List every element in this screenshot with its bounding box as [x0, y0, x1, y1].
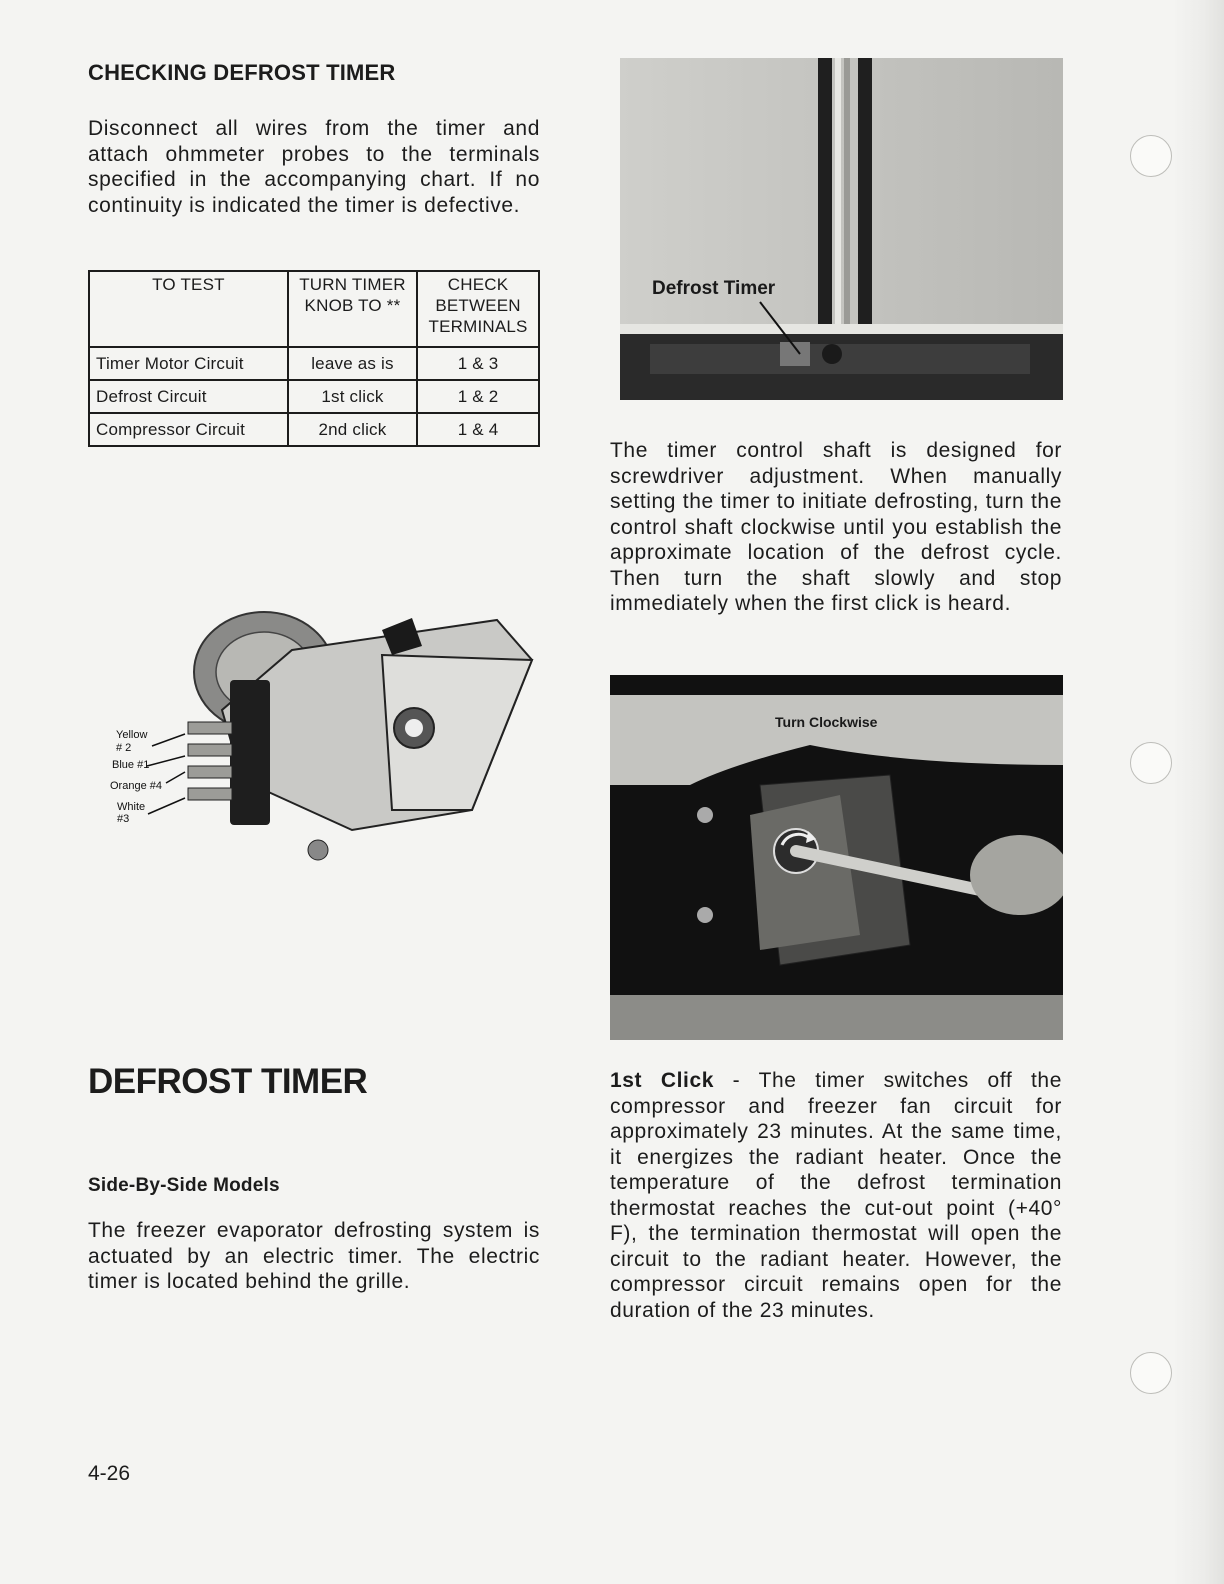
- binder-hole: [1130, 742, 1172, 784]
- cell-terminals: 1 & 4: [417, 413, 539, 446]
- photo-label-turn-clockwise: Turn Clockwise: [775, 714, 878, 730]
- wire-label: Orange #4: [110, 780, 162, 792]
- wire-label: Blue #1: [112, 759, 150, 771]
- cell-terminals: 1 & 3: [417, 347, 539, 380]
- photo-refrigerator-grille: [620, 58, 1063, 400]
- header-check-between: CHECK BETWEEN TERMINALS: [417, 271, 539, 347]
- wire-label: White: [117, 801, 146, 813]
- page-number: 4-26: [88, 1462, 131, 1485]
- table-header-row: [89, 271, 539, 347]
- first-click-body: - The timer switches off the compressor and freezer fan circuit for approximately 23 minutes. At the same time, it energizes the radiant heater. Once the temperature of the defrost termination thermostat reaches the cut-out point (+40° F), the termination thermostat will open the circuit to the radiant heater. However, the compressor circuit remains open for the duration of the 23 minutes.: [610, 1069, 1062, 1322]
- timer-illustration: [92, 600, 552, 870]
- cell-terminals: 1 & 2: [417, 380, 539, 413]
- table-row: [89, 347, 539, 380]
- defrost-paragraph: The freezer evaporator defrosting system is actuated by an electric timer. The electric timer is located behind the grille.: [88, 1219, 540, 1293]
- left-column: [88, 60, 540, 218]
- shaft-paragraph: The timer control shaft is designed for screwdriver adjustment. When manually setting the timer to initiate defrosting, turn the control shaft clockwise until you establish the approximate location of the defrost cycle. Then turn the shaft slowly and stop immediately when the first click is heard.: [610, 439, 1062, 615]
- wire-label: #3: [117, 813, 130, 825]
- table-row: [89, 413, 539, 446]
- cell-test: Timer Motor Circuit: [89, 347, 288, 380]
- wire-label: # 2: [116, 742, 132, 754]
- wire-label: Yellow: [116, 729, 148, 741]
- first-click-lead: 1st Click: [610, 1069, 715, 1092]
- test-chart-table: [88, 270, 540, 447]
- binder-hole: [1130, 1352, 1172, 1394]
- table-row: [89, 380, 539, 413]
- photo-label-defrost-timer: Defrost Timer: [652, 278, 776, 299]
- photo-turn-clockwise: [610, 675, 1063, 1040]
- subsection-title: Side-By-Side Models: [88, 1175, 280, 1196]
- intro-paragraph: Disconnect all wires from the timer and attach ohmmeter probes to the terminals specified in the accompanying chart. If no continuity is indicated the timer is defective.: [88, 117, 540, 217]
- timer-drawing: [92, 600, 552, 870]
- binder-hole: [1130, 135, 1172, 177]
- page-edge: [1172, 0, 1224, 1584]
- header-to-test: TO TEST: [89, 271, 288, 347]
- header-turn-timer: TURN TIMER KNOB TO **: [288, 271, 417, 347]
- cell-knob: 2nd click: [288, 413, 417, 446]
- cell-test: Defrost Circuit: [89, 380, 288, 413]
- section-title-checking: CHECKING DEFROST TIMER: [88, 60, 396, 85]
- cell-knob: leave as is: [288, 347, 417, 380]
- cell-knob: 1st click: [288, 380, 417, 413]
- first-click-paragraph: [610, 1068, 1062, 1323]
- section-title-defrost-timer: DEFROST TIMER: [88, 1062, 368, 1101]
- cell-test: Compressor Circuit: [89, 413, 288, 446]
